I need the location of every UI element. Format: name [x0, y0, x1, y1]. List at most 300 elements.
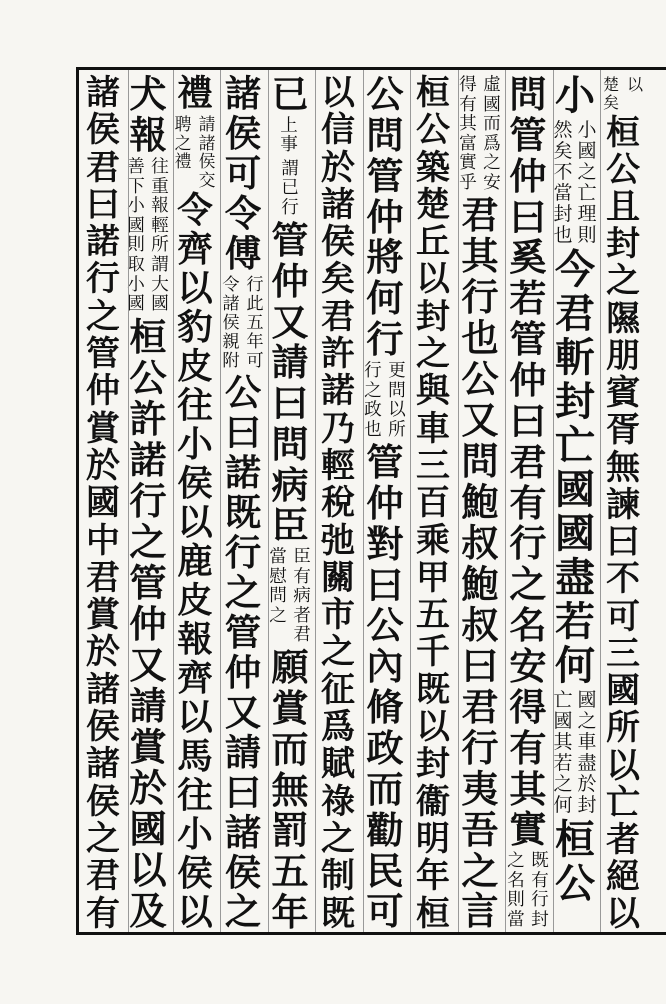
- main-text-segment: [598, 111, 648, 934]
- main-text-segment: [550, 248, 600, 688]
- main-char: 皮: [177, 580, 213, 622]
- main-char: 許: [129, 396, 167, 441]
- main-char: 豹: [177, 307, 213, 349]
- note-char: 安: [483, 172, 501, 193]
- note-char: 令: [222, 274, 240, 295]
- main-char: 行: [86, 258, 120, 299]
- text-column-3: [503, 74, 553, 932]
- note-char: 問: [388, 380, 406, 401]
- main-text-segment: [170, 191, 220, 932]
- main-char: 五: [416, 594, 450, 635]
- main-char: 勸: [366, 807, 404, 852]
- column-rule: [553, 70, 554, 932]
- main-char: 亡: [606, 781, 640, 822]
- main-char: 今: [555, 246, 595, 293]
- main-char: 中: [86, 519, 120, 560]
- main-char: 許: [321, 333, 355, 374]
- main-char: 馬: [177, 736, 213, 778]
- main-char: 桓: [129, 314, 167, 359]
- main-char: 侯: [224, 850, 262, 894]
- note-char: 者: [293, 605, 311, 626]
- main-text-segment: [503, 74, 553, 850]
- main-char: 信: [321, 109, 355, 150]
- main-char: 以: [129, 848, 167, 893]
- main-char: 可: [366, 889, 404, 934]
- text-column-7: [313, 74, 363, 932]
- note-char: 理: [577, 203, 597, 225]
- main-char: 也: [461, 316, 499, 361]
- commentary-note: [457, 76, 503, 193]
- commentary-line: [267, 548, 289, 645]
- note-char: 行: [281, 197, 299, 218]
- main-char: 得: [509, 684, 547, 729]
- main-char: 行: [366, 317, 404, 362]
- commentary-note: [220, 276, 266, 371]
- note-char: 臣: [293, 547, 311, 568]
- text-column-5: [408, 74, 458, 932]
- main-char: 又: [461, 398, 499, 443]
- main-char: 曰: [271, 381, 309, 426]
- commentary-note: [505, 852, 551, 930]
- main-char: 賞: [86, 407, 120, 448]
- main-char: 諾: [321, 370, 355, 411]
- main-char: 之: [509, 562, 547, 607]
- main-char: 君: [321, 295, 355, 336]
- main-char: 之: [416, 333, 450, 374]
- main-char: 傅: [224, 231, 262, 275]
- main-char: 之: [224, 570, 262, 614]
- main-char: 問: [509, 72, 547, 116]
- main-text-segment: [360, 74, 410, 360]
- main-char: 言: [461, 889, 499, 934]
- note-char: 亡: [553, 689, 573, 711]
- main-char: 問: [461, 439, 499, 483]
- column-rule: [128, 70, 129, 932]
- main-char: 曰: [224, 411, 262, 455]
- main-char: 仲: [509, 358, 547, 403]
- note-char: 封: [577, 794, 597, 816]
- commentary-note: [362, 362, 408, 440]
- main-char: 其: [509, 766, 547, 811]
- main-char: 以: [606, 744, 640, 785]
- main-char: 於: [129, 766, 167, 811]
- note-char: 不: [553, 161, 573, 183]
- note-char: 政: [364, 400, 382, 421]
- main-char: 無: [606, 446, 640, 487]
- main-char: 管: [86, 333, 120, 374]
- commentary-line: [481, 76, 503, 193]
- note-char: 國: [151, 294, 169, 315]
- main-char: 鮑: [461, 479, 499, 524]
- main-char: 請: [224, 730, 262, 774]
- note-char: 問: [269, 586, 287, 607]
- main-char: 公: [461, 357, 499, 402]
- column-rule: [363, 70, 364, 932]
- main-char: 諸: [321, 183, 355, 224]
- main-char: 賓: [606, 372, 640, 413]
- main-char: 以: [177, 268, 213, 310]
- main-char: 仲: [509, 153, 547, 198]
- main-char: 以: [177, 502, 213, 544]
- main-char: 盡: [555, 554, 595, 601]
- main-char: 行: [129, 478, 167, 523]
- note-char: 謂: [151, 254, 169, 275]
- main-char: 仲: [366, 480, 404, 525]
- main-char: 亡: [555, 422, 595, 469]
- main-char: 桓: [606, 111, 640, 152]
- note-char: 小: [577, 119, 597, 141]
- main-text-segment: [360, 442, 410, 932]
- main-char: 諾: [224, 450, 262, 494]
- note-char: 則: [507, 890, 525, 911]
- main-char: 問: [366, 112, 404, 157]
- note-char: 爲: [483, 133, 501, 154]
- column-rule: [268, 70, 269, 932]
- note-char: 往: [151, 157, 169, 178]
- commentary-line: [529, 852, 551, 930]
- note-char: 盡: [577, 752, 597, 774]
- main-char: 之: [321, 631, 355, 672]
- main-char: 令: [224, 191, 262, 235]
- commentary-note: [267, 548, 313, 645]
- main-char: 諸: [86, 72, 120, 112]
- main-char: 侯: [321, 221, 355, 262]
- note-char: 慰: [269, 566, 287, 587]
- text-column-1: [598, 74, 648, 933]
- main-char: 而: [271, 726, 309, 771]
- note-char: 善: [127, 157, 145, 178]
- note-char: 五: [246, 312, 264, 333]
- main-char: 之: [86, 817, 120, 858]
- main-char: 國: [606, 670, 640, 711]
- text-column-4: [455, 74, 505, 932]
- main-text-segment: [550, 818, 600, 906]
- main-char: 病: [271, 462, 309, 507]
- main-char: 諫: [606, 483, 640, 524]
- text-column-10: [170, 74, 220, 932]
- note-char: 國: [483, 94, 501, 115]
- main-char: 侯: [177, 463, 213, 505]
- main-char: 賞: [86, 594, 120, 635]
- note-char: 則: [577, 224, 597, 246]
- main-char: 諸: [86, 743, 120, 784]
- main-char: 行: [461, 275, 499, 320]
- main-char: 輕: [321, 444, 355, 485]
- text-column-11: [123, 74, 173, 932]
- main-char: 曰: [509, 398, 547, 443]
- main-char: 內: [366, 644, 404, 689]
- main-char: 君: [555, 290, 595, 337]
- main-char: 諸: [86, 668, 120, 709]
- note-char: 以: [388, 400, 406, 421]
- main-char: 無: [271, 767, 309, 812]
- main-char: 朋: [606, 334, 640, 375]
- note-char: 若: [553, 752, 573, 774]
- main-char: 有: [509, 480, 547, 525]
- main-char: 稅: [321, 482, 355, 523]
- note-char: 之: [174, 132, 192, 153]
- main-char: 公: [129, 355, 167, 400]
- note-char: 附: [222, 351, 240, 372]
- main-char: 有: [509, 725, 547, 770]
- commentary-line: [386, 362, 408, 440]
- main-char: 以: [177, 892, 213, 934]
- commentary-line: [220, 276, 242, 371]
- main-char: 及: [129, 889, 167, 934]
- main-char: 楚: [416, 183, 450, 224]
- main-char: 絕: [606, 856, 640, 897]
- main-text-segment: [218, 74, 268, 274]
- note-char: 小: [127, 196, 145, 217]
- note-char: 國: [577, 140, 597, 162]
- main-char: 小: [177, 814, 213, 856]
- note-char: 之: [269, 605, 287, 626]
- note-char: 當: [507, 909, 525, 930]
- text-column-12: [78, 74, 128, 932]
- main-char: 公: [366, 603, 404, 648]
- main-text-segment: [455, 195, 505, 932]
- main-char: 制: [321, 855, 355, 896]
- main-char: 脩: [366, 685, 404, 730]
- main-char: 封: [606, 223, 640, 264]
- commentary-line: [576, 690, 598, 816]
- note-char: 有: [459, 94, 477, 115]
- main-char: 以: [177, 697, 213, 739]
- main-char: 乘: [416, 519, 450, 560]
- main-char: 奚: [509, 235, 547, 280]
- note-char: 諸: [198, 132, 216, 153]
- commentary-line: [505, 852, 527, 930]
- main-char: 賞: [129, 725, 167, 769]
- main-char: 犬: [129, 72, 167, 116]
- main-char: 有: [86, 892, 120, 933]
- note-char: 亡: [577, 182, 597, 204]
- main-char: 名: [509, 603, 547, 648]
- main-char: 民: [366, 848, 404, 893]
- main-char: 於: [321, 146, 355, 187]
- note-char: 之: [483, 153, 501, 174]
- main-char: 斬: [555, 334, 595, 381]
- note-char: 而: [483, 114, 501, 135]
- main-char: 既: [416, 668, 450, 709]
- main-char: 國: [555, 466, 595, 513]
- main-char: 管: [271, 218, 309, 263]
- note-char: 年: [246, 331, 264, 352]
- commentary-note: [279, 160, 301, 218]
- main-char: 明: [416, 817, 450, 858]
- commentary-line: [291, 548, 313, 645]
- main-char: 仲: [271, 258, 309, 303]
- main-char: 已: [271, 72, 309, 116]
- main-char: 之: [224, 890, 262, 934]
- note-char: 實: [459, 153, 477, 174]
- note-char: 國: [553, 710, 573, 732]
- note-char: 既: [531, 851, 549, 872]
- note-char: 之: [507, 851, 525, 872]
- main-text-segment: [265, 645, 315, 935]
- main-char: 征: [321, 668, 355, 709]
- main-char: 於: [86, 631, 120, 672]
- note-char: 行: [246, 274, 264, 295]
- main-char: 仲: [86, 370, 120, 411]
- main-char: 小: [555, 72, 595, 119]
- main-char: 而: [366, 766, 404, 811]
- commentary-line: [457, 76, 479, 193]
- main-char: 曰: [366, 562, 404, 607]
- commentary-line: [362, 362, 384, 440]
- main-char: 問: [271, 421, 309, 466]
- main-char: 叔: [461, 602, 499, 647]
- main-char: 國: [555, 510, 595, 557]
- note-char: 已: [281, 178, 299, 199]
- main-char: 又: [129, 642, 167, 687]
- main-char: 侯: [224, 111, 262, 155]
- note-char: 諸: [222, 293, 240, 314]
- note-char: 之: [577, 710, 597, 732]
- note-char: 矣: [553, 140, 573, 162]
- note-char: 之: [364, 380, 382, 401]
- note-char: 取: [127, 254, 145, 275]
- main-char: 吾: [461, 807, 499, 852]
- main-char: 侯: [177, 853, 213, 895]
- main-char: 公: [366, 72, 404, 116]
- note-char: 何: [553, 794, 573, 816]
- main-char: 乃: [321, 407, 355, 448]
- main-char: 之: [129, 519, 167, 564]
- note-char: 之: [577, 161, 597, 183]
- main-char: 報: [177, 619, 213, 661]
- main-char: 臣: [271, 503, 309, 548]
- note-char: 國: [577, 689, 597, 711]
- text-column-2: [550, 74, 600, 906]
- main-char: 衞: [416, 780, 450, 821]
- note-char: 所: [388, 419, 406, 440]
- commentary-line: [278, 117, 300, 156]
- main-char: 報: [129, 113, 167, 158]
- note-char: 病: [293, 586, 311, 607]
- main-char: 管: [129, 560, 167, 605]
- main-char: 若: [555, 598, 595, 645]
- note-char: 其: [459, 114, 477, 135]
- note-char: 其: [553, 731, 573, 753]
- commentary-line: [172, 115, 194, 189]
- main-char: 千: [416, 631, 450, 672]
- main-char: 夷: [461, 766, 499, 811]
- note-char: 可: [246, 351, 264, 372]
- main-char: 其: [461, 234, 499, 279]
- main-char: 君: [86, 556, 120, 597]
- main-char: 三: [416, 444, 450, 485]
- main-char: 之: [86, 295, 120, 336]
- commentary-line: [196, 115, 218, 189]
- column-rule: [220, 70, 221, 932]
- main-char: 矣: [321, 258, 355, 299]
- column-rule: [173, 70, 174, 932]
- main-text-segment: [218, 373, 268, 932]
- note-char: 楚: [602, 75, 620, 94]
- main-char: 封: [555, 378, 595, 425]
- main-char: 可: [224, 151, 262, 195]
- main-char: 政: [366, 726, 404, 771]
- main-char: 以: [416, 706, 450, 747]
- note-char: 車: [577, 731, 597, 753]
- note-char: 國: [127, 294, 145, 315]
- main-char: 且: [606, 186, 640, 226]
- main-char: 年: [271, 890, 309, 935]
- note-char: 名: [507, 870, 525, 891]
- main-text-segment: [170, 74, 220, 113]
- note-char: 聘: [174, 114, 192, 134]
- main-char: 公: [606, 148, 640, 189]
- column-rule: [315, 70, 316, 932]
- main-char: 君: [461, 684, 499, 729]
- main-char: 與: [416, 370, 450, 411]
- main-char: 年: [416, 855, 450, 896]
- main-char: 行: [461, 725, 499, 770]
- main-char: 小: [177, 424, 213, 466]
- note-char: 下: [127, 176, 145, 197]
- note-char: 然: [553, 119, 573, 141]
- main-char: 之: [321, 817, 355, 858]
- main-char: 對: [366, 521, 404, 566]
- main-char: 五: [271, 849, 309, 894]
- main-char: 爲: [321, 706, 355, 747]
- main-char: 胥: [606, 409, 640, 450]
- main-char: 仲: [366, 194, 404, 239]
- note-char: 得: [459, 75, 477, 95]
- note-char: 交: [198, 169, 216, 190]
- main-char: 管: [366, 440, 404, 485]
- main-char: 桓: [555, 816, 595, 863]
- note-char: 國: [127, 215, 145, 236]
- main-char: 侯: [86, 780, 120, 821]
- main-char: 諾: [129, 437, 167, 482]
- main-text-segment: [78, 74, 128, 932]
- main-char: 仲: [224, 650, 262, 694]
- main-char: 仲: [129, 601, 167, 646]
- main-text-segment: [123, 314, 173, 934]
- text-column-6: [360, 74, 410, 932]
- note-char: 行: [531, 890, 549, 911]
- main-char: 諸: [224, 72, 262, 115]
- main-char: 既: [224, 490, 262, 534]
- commentary-line: [149, 158, 171, 315]
- main-char: 築: [416, 146, 450, 187]
- main-char: 鮑: [461, 561, 499, 606]
- main-char: 將: [366, 235, 404, 280]
- main-char: 既: [321, 892, 355, 933]
- note-char: 行: [364, 361, 382, 382]
- main-char: 叔: [461, 520, 499, 565]
- commentary-line: [600, 76, 622, 112]
- note-char: 乎: [459, 172, 477, 193]
- main-char: 諸: [224, 810, 262, 854]
- note-char: 親: [222, 331, 240, 352]
- main-char: 何: [555, 642, 595, 689]
- main-char: 曰: [461, 643, 499, 688]
- note-char: 上: [280, 115, 298, 136]
- main-char: 封: [416, 743, 450, 784]
- note-char: 小: [127, 274, 145, 295]
- main-char: 請: [129, 683, 167, 728]
- note-char: 當: [269, 547, 287, 568]
- commentary-note: [552, 120, 598, 246]
- main-char: 之: [606, 260, 640, 301]
- main-char: 齊: [177, 229, 213, 271]
- column-rule: [505, 70, 506, 932]
- main-char: 行: [509, 521, 547, 566]
- main-char: 君: [86, 855, 120, 896]
